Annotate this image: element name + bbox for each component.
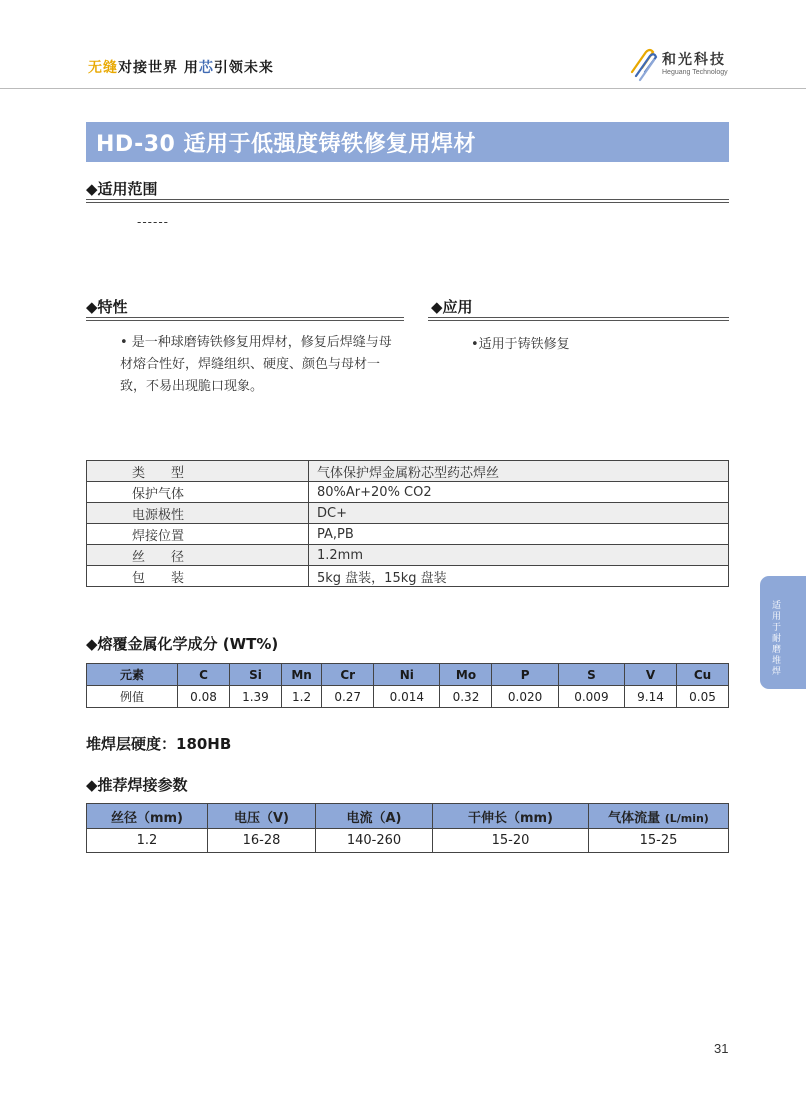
slogan-part-4: 引领未来 xyxy=(213,60,274,76)
weld-header-flow-label: 气体流量 xyxy=(608,810,661,826)
application-divider xyxy=(428,317,729,321)
slogan-part-1: 无缝 xyxy=(88,60,118,76)
chem-header: S xyxy=(558,664,624,686)
application-heading: ◆应用 xyxy=(431,298,473,316)
table-row xyxy=(87,545,729,566)
header-divider xyxy=(0,88,806,89)
spec-key: 焊接位置 xyxy=(87,524,309,545)
chem-value: 0.05 xyxy=(677,686,729,708)
table-row xyxy=(87,461,729,482)
brand-name-en: Heguang Technology xyxy=(662,69,728,76)
features-heading: ◆特性 xyxy=(86,298,128,316)
welding-table xyxy=(86,803,729,853)
scope-heading: ◆适用范围 xyxy=(86,180,158,198)
table-row xyxy=(87,482,729,503)
spec-value: 气体保护焊金属粉芯型药芯焊丝 xyxy=(309,461,729,482)
section-side-tab[interactable] xyxy=(760,576,806,689)
spec-value: 1.2mm xyxy=(309,545,729,566)
spec-value: 80%Ar+20% CO2 xyxy=(309,482,729,503)
weld-value: 1.2 xyxy=(87,829,208,853)
spec-key: 电源极性 xyxy=(87,503,309,524)
weld-header: 电压（V) xyxy=(208,804,316,829)
chem-header: Si xyxy=(229,664,281,686)
weld-header: 丝径（mm) xyxy=(87,804,208,829)
weld-header: 电流（A) xyxy=(316,804,433,829)
chemistry-table xyxy=(86,663,729,708)
weld-header: 干伸长（mm) xyxy=(433,804,589,829)
weld-value: 16-28 xyxy=(208,829,316,853)
table-row xyxy=(87,524,729,545)
chem-value: 0.014 xyxy=(374,686,440,708)
scope-text: ------ xyxy=(137,215,169,229)
weld-value: 15-20 xyxy=(433,829,589,853)
spec-value: 5kg 盘装，15kg 盘装 xyxy=(309,566,729,587)
brand-logo xyxy=(628,46,738,86)
chem-header: 元素 xyxy=(87,664,178,686)
header-slogan xyxy=(88,57,274,77)
chem-header: Mo xyxy=(440,664,492,686)
table-row xyxy=(87,503,729,524)
chem-value: 9.14 xyxy=(625,686,677,708)
scope-divider xyxy=(86,199,729,203)
weld-header-flow-unit: (L/min) xyxy=(664,811,709,825)
welding-heading: ◆推荐焊接参数 xyxy=(86,776,188,794)
chem-value: 0.009 xyxy=(558,686,624,708)
slogan-part-2: 对接世界 用 xyxy=(118,60,199,76)
weld-header-flow xyxy=(589,804,729,829)
chem-value: 0.020 xyxy=(492,686,558,708)
chem-value: 0.08 xyxy=(178,686,230,708)
spec-value: PA,PB xyxy=(309,524,729,545)
spec-key: 类 型 xyxy=(87,461,309,482)
chem-value: 0.32 xyxy=(440,686,492,708)
features-divider xyxy=(86,317,404,321)
side-tab-label: 适用于耐磨堆焊 xyxy=(772,601,782,677)
logo-mark-icon xyxy=(628,46,660,84)
table-row xyxy=(87,686,729,708)
table-row xyxy=(87,566,729,587)
chem-header: Cr xyxy=(322,664,374,686)
features-text: • 是一种球磨铸铁修复用焊材，修复后焊缝与母材熔合性好，焊缝组织、硬度、颜色与母材一致，不易出现脆口现象。 xyxy=(120,335,392,394)
spec-value: DC+ xyxy=(309,503,729,524)
weld-value: 140-260 xyxy=(316,829,433,853)
title-bar xyxy=(86,122,729,162)
hardness-text: 堆焊层硬度：180HB xyxy=(86,735,232,753)
chem-header: C xyxy=(178,664,230,686)
brand-name-cn: 和光科技 xyxy=(662,52,726,68)
slogan-part-3: 芯 xyxy=(198,60,214,76)
spec-key: 保护气体 xyxy=(87,482,309,503)
application-text: •适用于铸铁修复 xyxy=(471,337,570,352)
chemistry-heading: ◆熔覆金属化学成分 (WT%) xyxy=(86,635,279,653)
spec-table xyxy=(86,460,729,587)
page-number: 31 xyxy=(714,1041,729,1056)
chem-value: 1.2 xyxy=(281,686,321,708)
table-header-row xyxy=(87,804,729,829)
weld-value: 15-25 xyxy=(589,829,729,853)
spec-key: 丝 径 xyxy=(87,545,309,566)
chem-header: P xyxy=(492,664,558,686)
chem-header: Ni xyxy=(374,664,440,686)
chem-header: Cu xyxy=(677,664,729,686)
chem-header: Mn xyxy=(281,664,321,686)
spec-key: 包 装 xyxy=(87,566,309,587)
page-title: HD-30 适用于低强度铸铁修复用焊材 xyxy=(96,132,476,157)
table-header-row xyxy=(87,664,729,686)
chem-value: 0.27 xyxy=(322,686,374,708)
table-row xyxy=(87,829,729,853)
chem-value: 例值 xyxy=(87,686,178,708)
chem-header: V xyxy=(625,664,677,686)
chem-value: 1.39 xyxy=(229,686,281,708)
